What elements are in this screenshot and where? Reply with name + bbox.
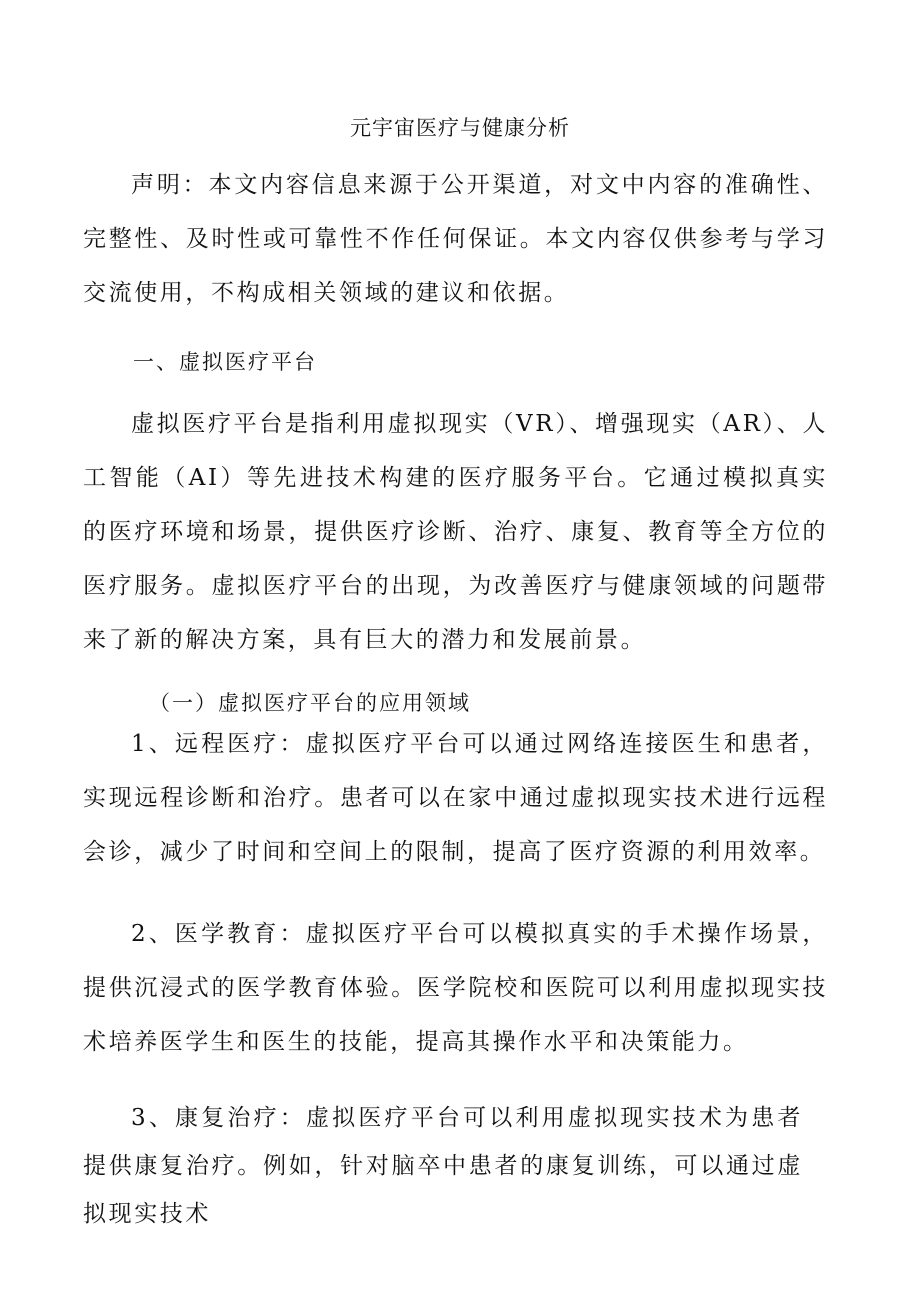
disclaimer-statement: 声明：本文内容信息来源于公开渠道，对文中内容的准确性、完整性、及时性或可靠性不作任何保证。本文内容仅供参考与学习交流使用，不构成相关领域的建议和依据。 bbox=[83, 172, 828, 306]
list-item-medical-education: 2、医学教育：虚拟医疗平台可以模拟真实的手术操作场景，提供沉浸式的医学教育体验。医学院校和医院可以利用虚拟现实技术培养医学生和医生的技能，提高其操作水平和决策能力。 bbox=[83, 921, 828, 1055]
list-item-remote-medical: 1、远程医疗：虚拟医疗平台可以通过网络连接医生和患者，实现远程诊断和治疗。患者可以在家中通过虚拟现实技术进行远程会诊，减少了时间和空间上的限制，提高了医疗资源的利用效率。 bbox=[83, 731, 828, 865]
section-heading: 一、虚拟医疗平台 bbox=[133, 350, 317, 374]
subsection-heading: （一）虚拟医疗平台的应用领域 bbox=[149, 691, 471, 715]
document-title: 元宇宙医疗与健康分析 bbox=[350, 116, 570, 140]
list-item-rehabilitation: 3、康复治疗：虚拟医疗平台可以利用虚拟现实技术为患者提供康复治疗。例如，针对脑卒中患者的康复训练，可以通过虚拟现实技术 bbox=[83, 1105, 803, 1227]
section-intro-paragraph: 虚拟医疗平台是指利用虚拟现实（VR）、增强现实（AR）、人工智能（AI）等先进技术构建的医疗服务平台。它通过模拟真实的医疗环境和场景，提供医疗诊断、治疗、康复、教育等全方位的医疗服务。虚拟医疗平台的出现，为改善医疗与健康领域的问题带来了新的解决方案，具有巨大的潜力和发展前景。 bbox=[83, 411, 828, 653]
